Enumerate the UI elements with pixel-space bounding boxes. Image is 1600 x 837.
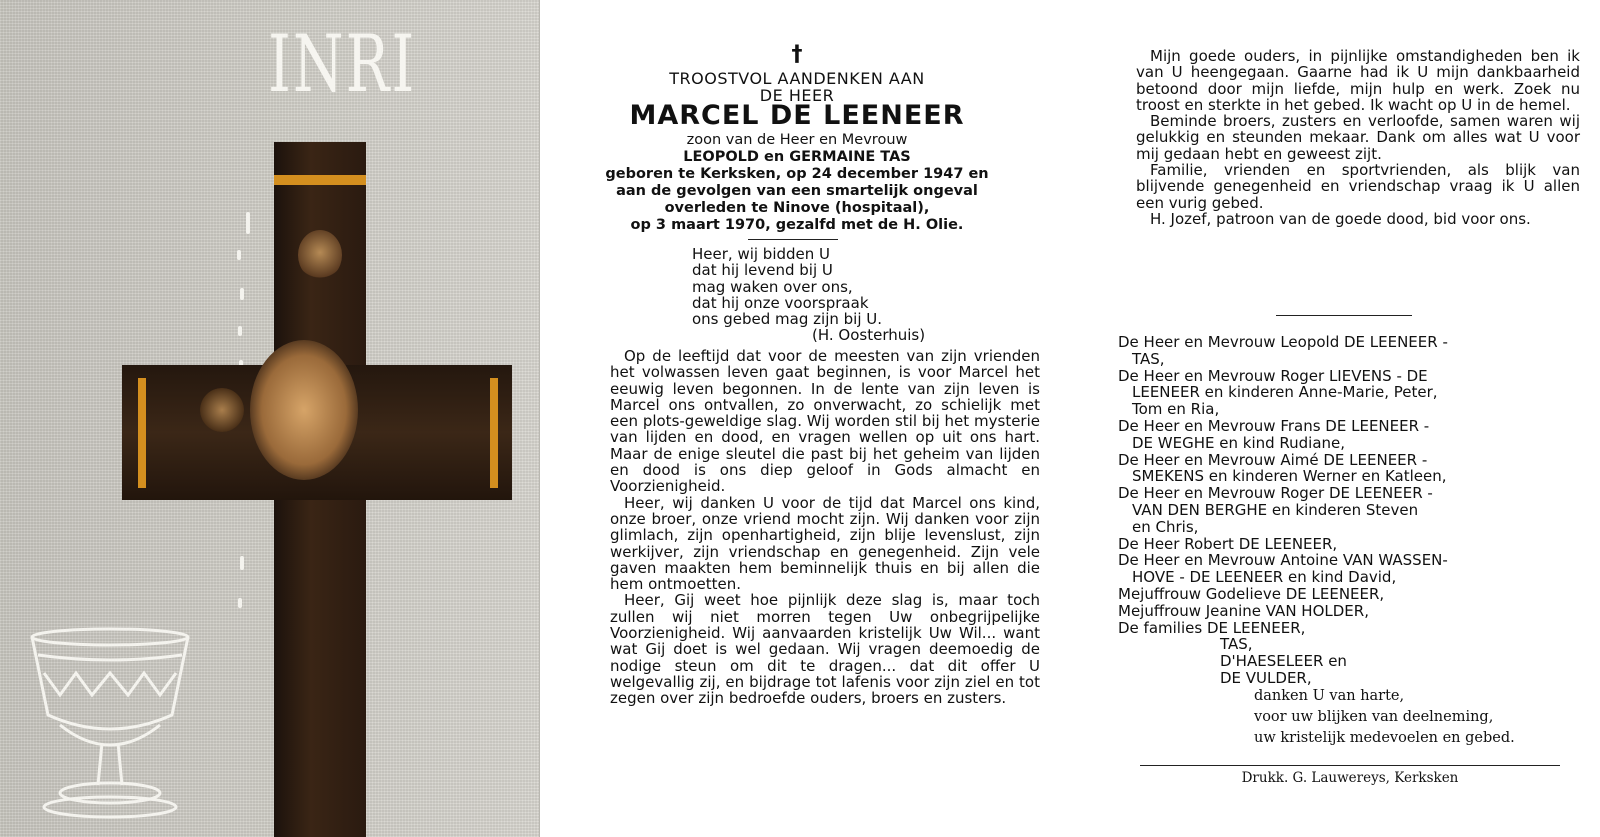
- bio-line: zoon van de Heer en Mevrouw: [686, 132, 908, 148]
- angel-face-image: [200, 388, 244, 432]
- header-line: TROOSTVOL AANDENKEN AAN: [669, 69, 925, 88]
- family-line: De families DE LEENEER,: [1118, 618, 1306, 637]
- family-line: DE VULDER,: [1220, 668, 1312, 687]
- poem: [692, 246, 925, 344]
- thanks-line: voor uw blijken van deelneming,: [1254, 709, 1494, 725]
- drop-mark: [240, 556, 244, 570]
- memorial-text-right-page: [1100, 0, 1600, 837]
- drop-mark: [240, 288, 244, 300]
- bio-line: overleden te Ninove (hospitaal),: [664, 200, 930, 216]
- paragraph: Heer, wij danken U voor de tijd dat Marcel ons kind, onze broer, onze vriend mocht zijn. Wij danken voor zijn glimlach, zijn openhartigheid, zijn blije levenslust, zijn werkijver, zijn vriendschap en genegenheid. Zijn vele gaven maakten hem beminnelijk thuis en bij allen die hem ontmoetten.: [610, 493, 1040, 594]
- family-line: SMEKENS en kinderen Werner en Katleen,: [1132, 467, 1447, 486]
- angel-face-image: [298, 230, 342, 280]
- family-line: VAN DEN BERGHE en kinderen Steven: [1132, 500, 1419, 519]
- family-line: De Heer en Mevrouw Frans DE LEENEER -: [1118, 416, 1430, 435]
- divider: [1140, 765, 1560, 766]
- paragraph: Beminde broers, zusters en verloofde, samen waren wij gelukkig en steunden mekaar. Dank om alles wat U voor mij gedaan hebt en geweest zijt.: [1136, 112, 1580, 163]
- thanks-text: [1254, 686, 1515, 749]
- family-line: LEENEER en kinderen Anne-Marie, Peter,: [1132, 383, 1438, 402]
- cross-gold-band: [274, 175, 366, 185]
- chalice-icon: [20, 625, 200, 825]
- bio-line: op 3 maart 1970, gezalfd met de H. Olie.: [630, 217, 964, 233]
- deceased-name: MARCEL DE LEENEER: [629, 100, 965, 131]
- thanks-line: danken U van harte,: [1254, 688, 1405, 704]
- bio-line: geboren te Kerksken, op 24 december 1947 en: [605, 166, 989, 182]
- paragraph: Mijn goede ouders, in pijnlijke omstandigheden ben ik van U heengegaan. Gaarne had ik U mijn dankbaarheid betoond door mijn liefde, mijn hulp en werk. Zoek nu troost en sterkte in het gebed. Ik wacht op U in de hemel.: [1136, 47, 1580, 114]
- cross-gold-band: [138, 378, 146, 488]
- family-line: De Heer en Mevrouw Aimé DE LEENEER -: [1118, 450, 1428, 469]
- memorial-card-cover: [0, 0, 540, 837]
- family-line: Mejuffrouw Jeanine VAN HOLDER,: [1118, 601, 1369, 620]
- header-text: [552, 70, 1042, 104]
- parents-names: LEOPOLD en GERMAINE TAS: [683, 149, 911, 165]
- printer-credit: Drukk. G. Lauwereys, Kerksken: [1241, 770, 1459, 786]
- divider: [1276, 315, 1412, 316]
- family-line: TAS,: [1132, 349, 1165, 368]
- drop-mark: [246, 212, 250, 234]
- family-line: De Heer en Mevrouw Roger LIEVENS - DE: [1118, 366, 1428, 385]
- family-line: TAS,: [1220, 635, 1253, 654]
- poem-line: mag waken over ons,: [692, 277, 853, 296]
- inri-inscription: INRI: [268, 18, 417, 110]
- christ-face-image: [250, 340, 358, 480]
- drop-mark: [237, 250, 241, 260]
- family-list: [1118, 334, 1588, 687]
- family-line: De Heer en Mevrouw Antoine VAN WASSEN-: [1118, 551, 1448, 570]
- poem-line: Heer, wij bidden U: [692, 245, 831, 263]
- drop-mark: [238, 598, 242, 608]
- family-line: Mejuffrouw Godelieve DE LEENEER,: [1118, 584, 1385, 603]
- family-line: Tom en Ria,: [1132, 400, 1220, 419]
- drop-mark: [238, 326, 242, 336]
- right-prose: [1136, 48, 1580, 227]
- memorial-text-left-page: [552, 0, 1042, 837]
- family-line: HOVE - DE LEENEER en kind David,: [1132, 568, 1397, 587]
- biography: [552, 132, 1042, 234]
- paragraph: Heer, Gij weet hoe pijnlijk deze slag is, maar toch zullen wij niet morren tegen Uw onbegrijpelijke Voorzienigheid. Wij aanvaarden kristelijk Uw Wil... want wat Gij doet is wel gedaan. Wij vragen deemoedig de nodige steun om dit te dragen... dat dit offer U welgevallig zij, en bijdrage tot lafenis voor zijn ziel en tot zegen over zijn bedroefde ouders, broers en zusters.: [610, 591, 1040, 708]
- poem-line: dat hij levend bij U: [692, 261, 833, 280]
- paragraph: Familie, vrienden en sportvrienden, als blijk van blijvende genegenheid en vriendschap vraag ik U allen een vurig gebed.: [1136, 161, 1580, 212]
- bio-line: aan de gevolgen van een smartelijk ongeval: [616, 183, 978, 199]
- cross-symbol: †: [791, 42, 803, 67]
- family-line: De Heer Robert DE LEENEER,: [1118, 534, 1338, 553]
- paragraph: Op de leeftijd dat voor de meesten van zijn vrienden het volwassen leven gaat beginnen, is voor Marcel het eeuwig leven begonnen. In de lente van zijn leven is Marcel ons ontvallen, zo onverwacht, zo schielijk met een plots-geweldige slag. Wij worden stil bij het mysterie van lijden en dood, en vragen wellen op uit ons hart. Maar de enige sleutel die past bij het geheim van lijden en dood is ons diep geloof in Gods almacht en Voorzienigheid.: [610, 347, 1040, 496]
- middle-prose: [610, 348, 1040, 707]
- paragraph: H. Jozef, patroon van de goede dood, bid voor ons.: [1150, 209, 1531, 228]
- family-line: De Heer en Mevrouw Leopold DE LEENEER -: [1118, 333, 1448, 351]
- poem-line: dat hij onze voorspraak: [692, 293, 869, 312]
- divider: [748, 239, 838, 240]
- family-line: De Heer en Mevrouw Roger DE LEENEER -: [1118, 484, 1433, 503]
- poem-attribution: (H. Oosterhuis): [812, 326, 926, 345]
- thanks-line: uw kristelijk medevoelen en gebed.: [1254, 730, 1515, 746]
- cross-gold-band: [490, 378, 498, 488]
- family-line: DE WEGHE en kind Rudiane,: [1132, 433, 1346, 452]
- family-line: en Chris,: [1132, 517, 1199, 536]
- poem-line: ons gebed mag zijn bij U.: [692, 310, 883, 329]
- family-line: D'HAESELEER en: [1220, 652, 1347, 671]
- header-line: DE HEER: [759, 86, 835, 105]
